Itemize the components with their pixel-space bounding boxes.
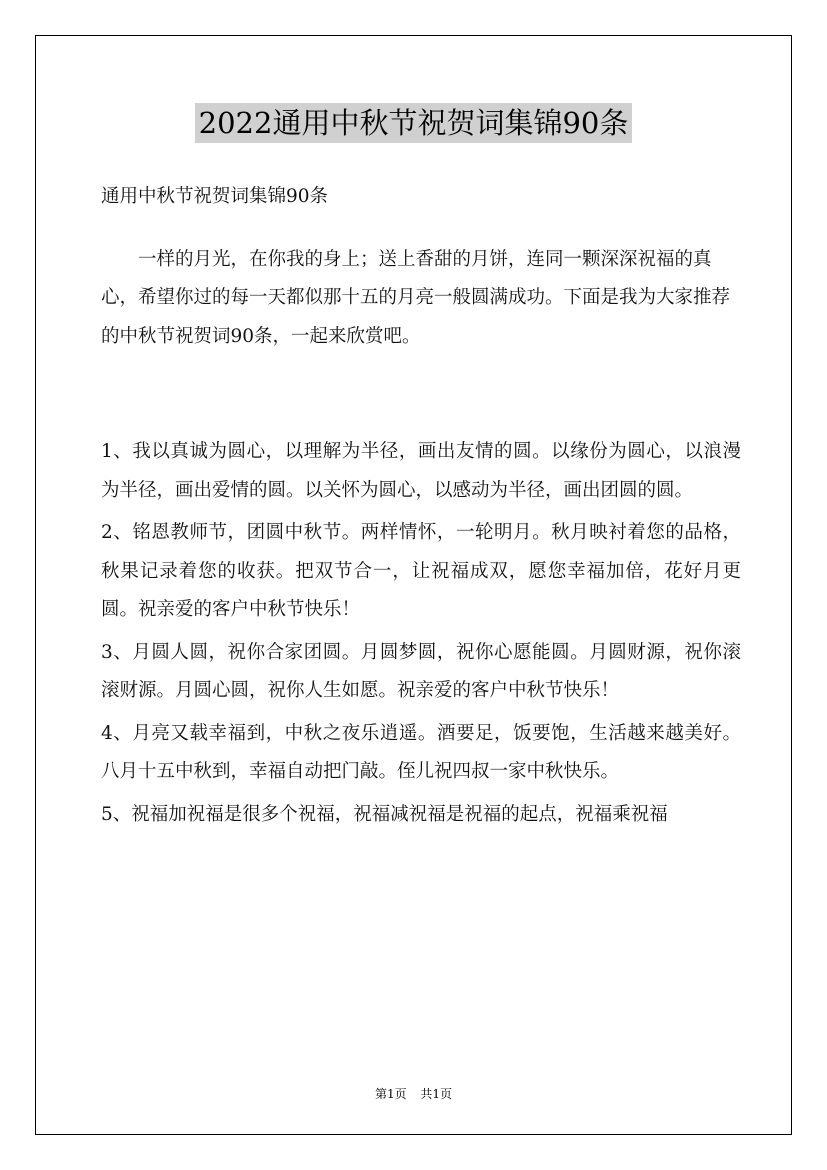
document-subtitle: 通用中秋节祝贺词集锦90条	[101, 186, 329, 207]
list-item: 1、我以真诚为圆心，以理解为半径，画出友情的圆。以缘份为圆心，以浪漫为半径，画出爱情的圆。以关怀为圆心，以感动为半径，画出团圆的圆。	[101, 441, 741, 501]
list-item: 2、铭恩教师节，团圆中秋节。两样情怀，一轮明月。秋月映衬着您的品格，秋果记录着您的收获。把双节合一，让祝福成双，愿您幸福加倍，花好月更圆。祝亲爱的客户中秋节快乐！	[101, 522, 741, 620]
document-body	[101, 178, 741, 838]
list-item: 4、月亮又载幸福到，中秋之夜乐逍遥。酒要足，饭要饱，生活越来越美好。八月十五中秋到，幸福自动把门敲。侄儿祝四叔一家中秋快乐。	[101, 722, 741, 782]
title-wrap	[0, 103, 827, 143]
page-number: 第1页	[374, 1087, 407, 1101]
list-item: 3、月圆人圆，祝你合家团圆。月圆梦圆，祝你心愿能圆。月圆财源，祝你滚滚财源。月圆心圆，祝你人生如愿。祝亲爱的客户中秋节快乐！	[101, 641, 741, 701]
intro-paragraph: 一样的月光，在你我的身上；送上香甜的月饼，连同一颗深深祝福的真心，希望你过的每一天都似那十五的月亮一般圆满成功。下面是我为大家推荐的中秋节祝贺词90条，一起来欣赏吧。	[101, 248, 731, 347]
page-total: 共1页	[420, 1087, 453, 1101]
list-item: 5、祝福加祝福是很多个祝福，祝福减祝福是祝福的起点，祝福乘祝福	[101, 803, 668, 825]
document-title: 2022通用中秋节祝贺词集锦90条	[195, 103, 633, 143]
spacer	[101, 356, 741, 433]
page-footer	[0, 1085, 827, 1102]
